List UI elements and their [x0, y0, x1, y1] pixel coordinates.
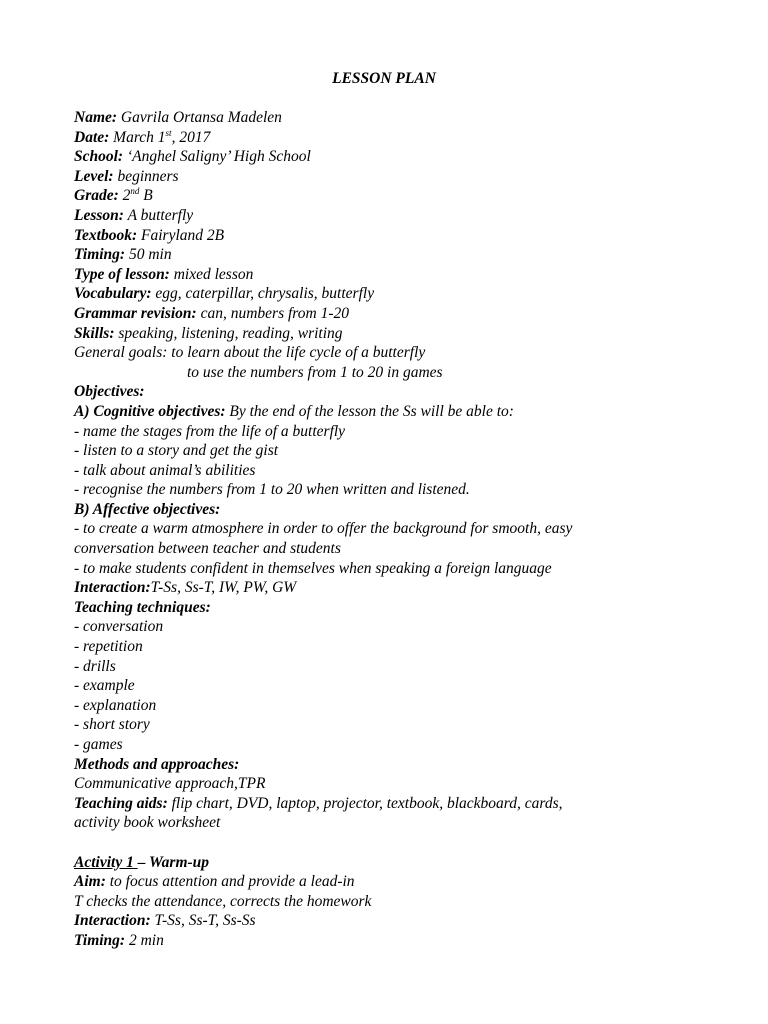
aim-value: to focus attention and provide a lead-in — [109, 873, 355, 891]
school-value: ‘Anghel Saligny’ High School — [126, 148, 311, 166]
date-year: , 2017 — [171, 128, 211, 146]
objectives-heading-line — [74, 382, 714, 402]
grammar-label: Grammar revision: — [74, 304, 197, 322]
affective-text: - to create a warm atmosphere in order to offer the background for smooth, easy — [74, 520, 573, 538]
vocabulary-line — [74, 284, 714, 304]
affective-line — [74, 500, 714, 520]
list-item: - conversation — [74, 618, 164, 636]
list-item: - example — [74, 677, 135, 695]
aids-value-2: activity book worksheet — [74, 814, 221, 832]
aim-label: Aim: — [74, 873, 106, 891]
interaction-value: T-Ss, Ss-T, IW, PW, GW — [150, 579, 297, 597]
grade-value: 2 — [122, 187, 131, 205]
grade-class: B — [139, 187, 153, 205]
cognitive-label: A) Cognitive objectives: — [74, 402, 226, 420]
type-line — [74, 265, 714, 285]
level-value: beginners — [117, 167, 179, 185]
grade-ordinal: nd — [130, 186, 140, 197]
type-label: Type of lesson: — [74, 265, 170, 283]
list-item: - short story — [74, 716, 150, 734]
lesson-label: Lesson: — [74, 206, 124, 224]
grammar-line — [74, 304, 714, 324]
objectives-heading: Objectives: — [74, 383, 145, 401]
activity-title: Activity 1 — [74, 853, 138, 871]
activity-timing-line — [74, 931, 714, 951]
textbook-value: Fairyland 2B — [141, 226, 225, 244]
list-item: - listen to a story and get the gist — [74, 442, 279, 460]
affective-label: B) Affective objectives: — [74, 500, 221, 518]
name-label: Name: — [74, 109, 118, 126]
spacer — [74, 833, 714, 853]
level-line — [74, 167, 714, 187]
methods-value: Communicative approach,TPR — [74, 775, 266, 793]
techniques-heading: Teaching techniques: — [74, 598, 211, 616]
grade-line — [74, 186, 714, 206]
activity-interaction-line — [74, 911, 714, 931]
textbook-label: Textbook: — [74, 226, 138, 244]
affective-text: conversation between teacher and students — [74, 540, 341, 558]
cognitive-line — [74, 402, 714, 422]
goals-line — [74, 343, 714, 363]
cognitive-intro: By the end of the lesson the Ss will be able to: — [229, 402, 514, 420]
goals-label: General goals: — [74, 344, 168, 362]
timing-value: 50 min — [128, 246, 172, 264]
vocabulary-value: egg, caterpillar, chrysalis, butterfly — [155, 285, 375, 303]
date-line — [74, 128, 714, 148]
activity-timing-value: 2 min — [128, 931, 164, 949]
skills-value: speaking, listening, reading, writing — [118, 324, 343, 342]
type-value: mixed lesson — [173, 265, 254, 283]
goals-line-2 — [74, 363, 714, 383]
methods-heading: Methods and approaches: — [74, 755, 240, 773]
school-line — [74, 147, 714, 167]
techniques-heading-line — [74, 598, 714, 618]
date-label: Date: — [74, 128, 110, 146]
list-item: - talk about animal’s abilities — [74, 461, 256, 479]
aim-line — [74, 872, 714, 892]
aids-line — [74, 794, 714, 814]
timing-line — [74, 245, 714, 265]
list-item: - drills — [74, 657, 116, 675]
methods-heading-line — [74, 755, 714, 775]
name-line — [74, 108, 714, 128]
lesson-value: A butterfly — [127, 206, 194, 224]
grade-label: Grade: — [74, 187, 119, 205]
activity-timing-label: Timing: — [74, 931, 126, 949]
name-value: Gavrila Ortansa Madelen — [120, 109, 282, 126]
textbook-line — [74, 226, 714, 246]
page-title: LESSON PLAN — [332, 70, 436, 87]
list-item: - recognise the numbers from 1 to 20 when written and listened. — [74, 481, 470, 499]
list-item: - games — [74, 736, 123, 753]
activity-heading-line — [74, 853, 714, 873]
date-value: March 1 — [113, 128, 166, 146]
aids-value-1: flip chart, DVD, laptop, projector, textbook, blackboard, cards, — [171, 794, 563, 812]
lesson-line — [74, 206, 714, 226]
school-label: School: — [74, 148, 124, 166]
interaction-line — [74, 578, 714, 598]
list-item: - repetition — [74, 638, 143, 656]
activity-interaction-label: Interaction: — [74, 912, 151, 930]
activity-interaction-value: T-Ss, Ss-T, Ss-Ss — [154, 912, 256, 930]
level-label: Level: — [74, 167, 114, 185]
interaction-label: Interaction: — [74, 579, 151, 597]
goals-value-2: to use the numbers from 1 to 20 in games — [187, 363, 443, 381]
activity-subtitle: – Warm-up — [137, 853, 210, 871]
aids-label: Teaching aids: — [74, 794, 168, 812]
date-ordinal: st — [165, 127, 172, 138]
affective-text: - to make students confident in themselves when speaking a foreign language — [74, 559, 552, 577]
list-item: - explanation — [74, 696, 157, 714]
activity-description: T checks the attendance, corrects the homework — [74, 892, 372, 910]
list-item: - name the stages from the life of a butterfly — [74, 422, 346, 440]
skills-label: Skills: — [74, 324, 115, 342]
skills-line — [74, 324, 714, 344]
goals-value-1: to learn about the life cycle of a butterfly — [171, 344, 426, 362]
grammar-value: can, numbers from 1-20 — [200, 304, 349, 322]
timing-label: Timing: — [74, 246, 126, 264]
lesson-plan-body — [74, 108, 714, 951]
vocabulary-label: Vocabulary: — [74, 285, 152, 303]
